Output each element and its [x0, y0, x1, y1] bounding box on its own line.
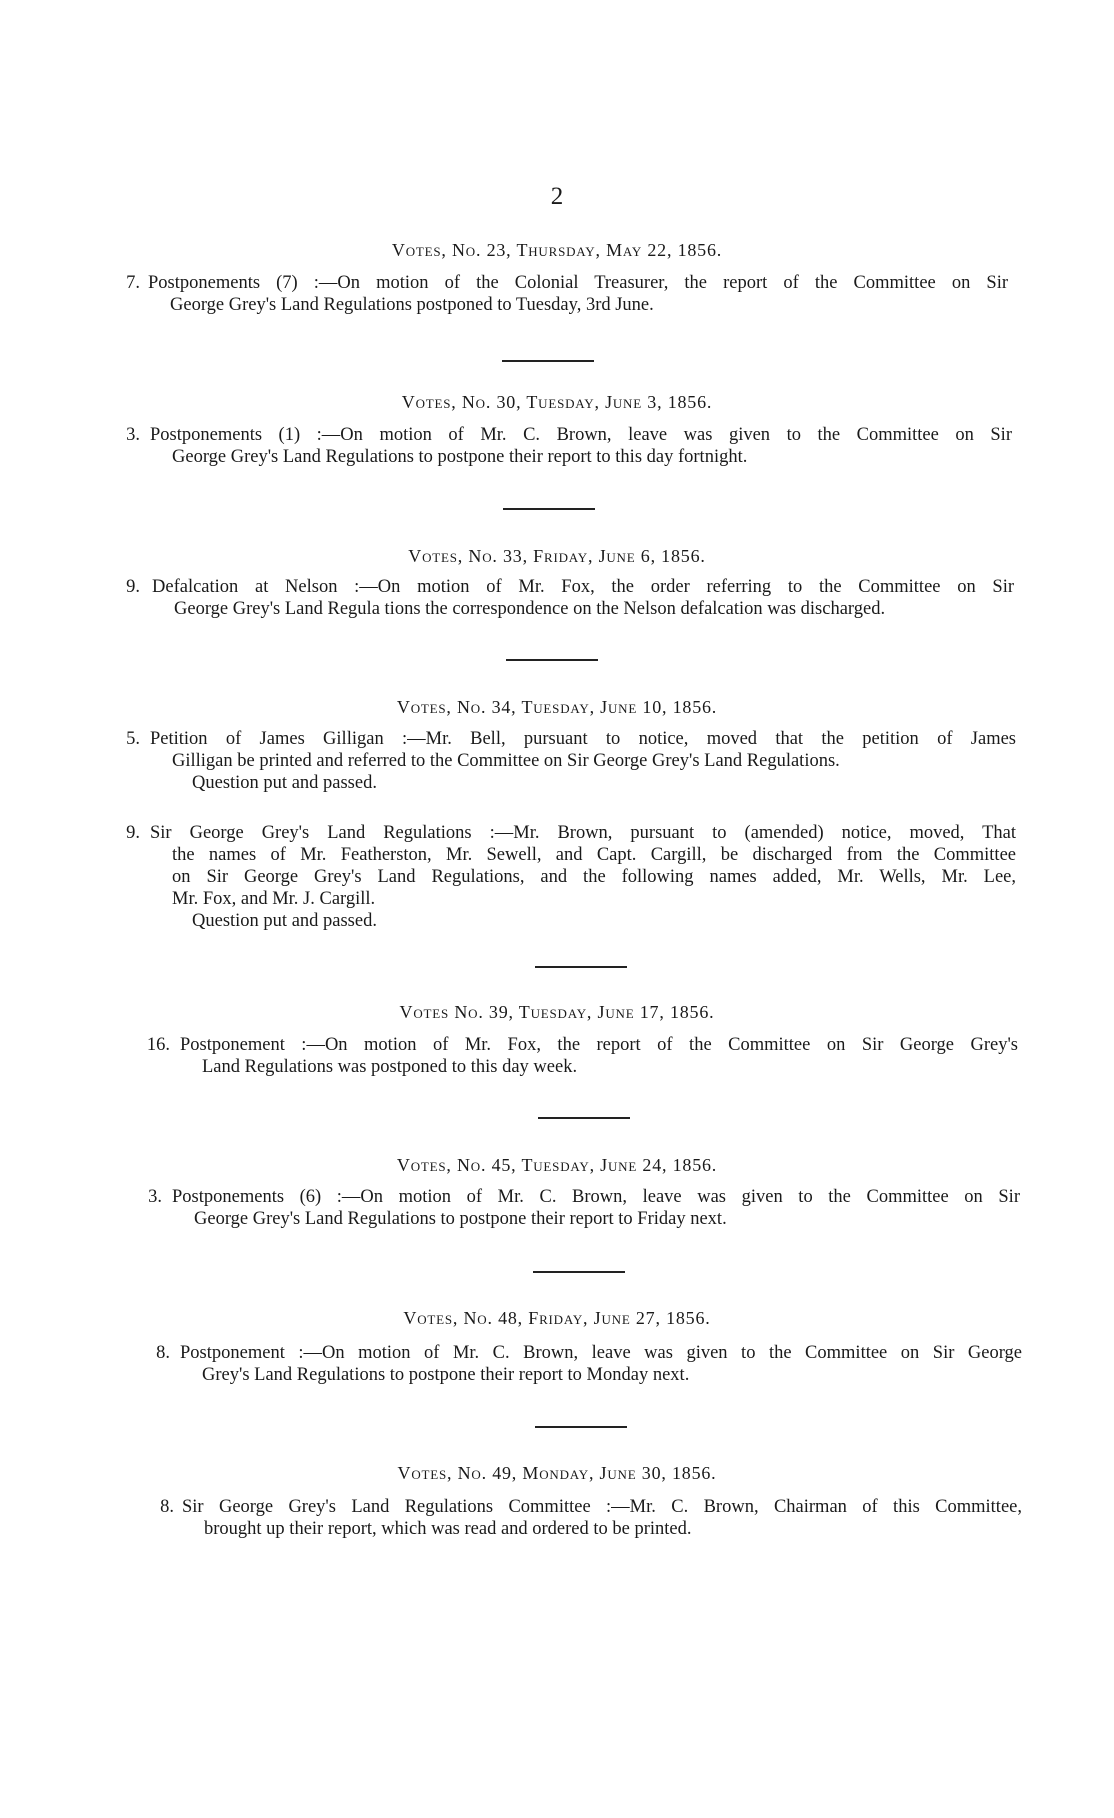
item-line: Sir George Grey's Land Regulations :—Mr. Brown, pursuant to (amended) notice, moved, That	[150, 823, 1016, 843]
section-divider	[503, 508, 595, 510]
item-line: brought up their report, which was read and ordered to be printed.	[204, 1519, 692, 1539]
item-line: Land Regulations was postponed to this day week.	[202, 1057, 578, 1077]
page-number: 2	[550, 183, 564, 210]
item-number: 7.	[126, 273, 140, 293]
section-divider	[538, 1117, 630, 1119]
item-text	[148, 272, 1008, 316]
item-number: 8.	[156, 1343, 170, 1363]
item-line: Postponements (6) :—On motion of Mr. C. Brown, leave was given to the Committee on Sir	[172, 1187, 1020, 1207]
item-number: 3.	[126, 425, 140, 445]
section-divider	[535, 966, 627, 968]
section-heading: Votes, No. 34, Tuesday, June 10, 1856.	[396, 697, 718, 717]
section-divider	[535, 1426, 627, 1428]
item-text	[150, 728, 1016, 794]
item-line: the names of Mr. Featherston, Mr. Sewell, and Capt. Cargill, be discharged from the Committee	[172, 845, 1016, 865]
item-line: on Sir George Grey's Land Regulations, and the following names added, Mr. Wells, Mr. Lee,	[172, 867, 1016, 887]
item-line: Postponement :—On motion of Mr. C. Brown, leave was given to the Committee on Sir George	[180, 1343, 1022, 1363]
item-line: Grey's Land Regulations to postpone their report to Monday next.	[202, 1365, 690, 1385]
item-number: 9.	[126, 577, 140, 597]
item-number: 3.	[148, 1187, 162, 1207]
question-line: Question put and passed.	[192, 911, 377, 931]
item-line: Sir George Grey's Land Regulations Committee :—Mr. C. Brown, Chairman of this Committee,	[182, 1497, 1022, 1517]
item-line: Petition of James Gilligan :—Mr. Bell, pursuant to notice, moved that the petition of James	[150, 729, 1016, 749]
item-line: Mr. Fox, and Mr. J. Cargill.	[172, 889, 376, 909]
item-line: George Grey's Land Regulations to postpone their report to Friday next.	[194, 1209, 727, 1229]
section-heading: Votes, No. 49, Monday, June 30, 1856.	[397, 1463, 717, 1483]
section-heading: Votes, No. 23, Thursday, May 22, 1856.	[391, 240, 723, 260]
section-heading: Votes, No. 45, Tuesday, June 24, 1856.	[396, 1155, 718, 1175]
item-line: Postponements (7) :—On motion of the Colonial Treasurer, the report of the Committee on Sir	[148, 273, 1008, 293]
section-heading: Votes, No. 30, Tuesday, June 3, 1856.	[401, 392, 713, 412]
item-line: Gilligan be printed and referred to the Committee on Sir George Grey's Land Regulations.	[172, 751, 840, 771]
item-number: 9.	[126, 823, 140, 843]
item-number: 16.	[146, 1035, 170, 1055]
item-text	[150, 822, 1016, 932]
item-line: Defalcation at Nelson :—On motion of Mr. Fox, the order referring to the Committee on Sir	[152, 577, 1014, 597]
item-line: Postponements (1) :—On motion of Mr. C. Brown, leave was given to the Committee on Sir	[150, 425, 1012, 445]
section-divider	[502, 360, 594, 362]
item-line: George Grey's Land Regula tions the correspondence on the Nelson defalcation was discharged.	[174, 599, 886, 619]
section-heading: Votes, No. 48, Friday, June 27, 1856.	[403, 1308, 711, 1328]
item-text	[182, 1496, 1022, 1540]
question-line: Question put and passed.	[192, 773, 377, 793]
section-divider	[506, 659, 598, 661]
item-text	[180, 1342, 1022, 1386]
item-number: 8.	[160, 1497, 174, 1517]
item-text	[180, 1034, 1018, 1078]
section-divider	[533, 1271, 625, 1273]
item-number: 5.	[126, 729, 140, 749]
item-line: Postponement :—On motion of Mr. Fox, the report of the Committee on Sir George Grey's	[180, 1035, 1018, 1055]
item-text	[150, 424, 1012, 468]
item-line: George Grey's Land Regulations to postpone their report to this day fortnight.	[172, 447, 748, 467]
section-heading: Votes, No. 33, Friday, June 6, 1856.	[408, 546, 706, 566]
item-line: George Grey's Land Regulations postponed to Tuesday, 3rd June.	[170, 295, 654, 315]
item-text	[152, 576, 1014, 620]
section-heading: Votes No. 39, Tuesday, June 17, 1856.	[399, 1002, 715, 1022]
item-text	[172, 1186, 1020, 1230]
